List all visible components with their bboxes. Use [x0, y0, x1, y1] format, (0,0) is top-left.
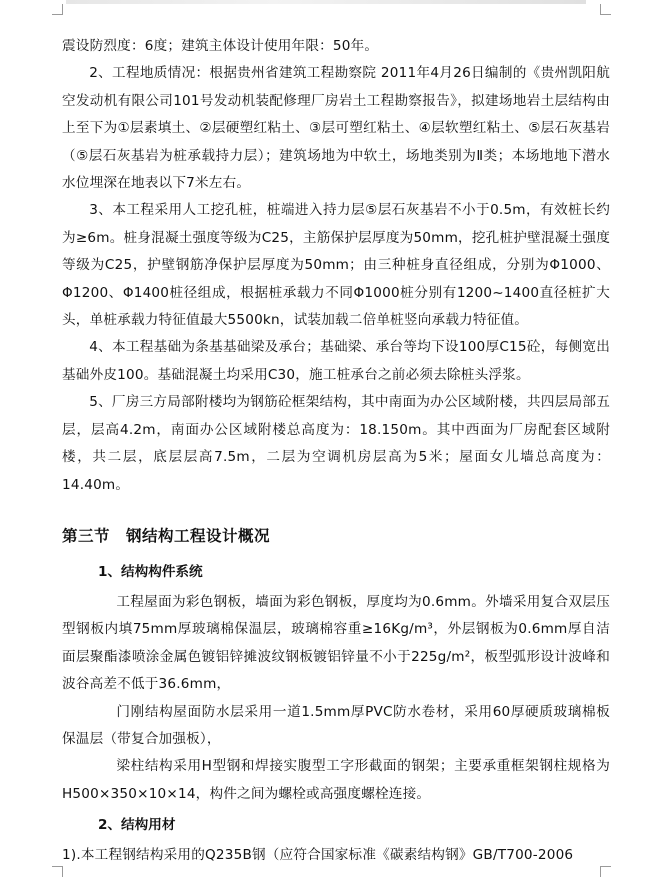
paragraph-waterproof: 门刚结构屋面防水层采用一道1.5mm厚PVC防水卷材，采用60厚硬质玻璃棉板保温层（带复合加强板）， [62, 703, 610, 747]
paragraph-roof-wall: 工程屋面为彩色钢板，墙面为彩色钢板，厚度均为0.6mm。外墙采用复合双层压型钢板内填75mm厚玻璃棉保温层，玻璃棉容重≥16Kg/m³，外层钢板为0.6mm厚自洁面层聚酯漆喷涂金属色镀铝锌摊波纹钢板镀铝锌量不小于225g/m²，板型弧形设计波峰和波谷高差不低于36.6mm， [62, 593, 610, 693]
paragraph-steel-grade: 1).本工程钢结构采用的Q235B钢（应符合国家标准《碳素结构钢》GB/T700-2006 [62, 847, 574, 864]
paragraph-annex-buildings: 5、厂房三方局部附楼均为钢筋砼框架结构，其中南面为办公区域附楼，共四层局部五层，层高4.2m，南面办公区域附楼总高度为：18.150m。其中西面为厂房配套区域附楼，共二层，底层层高7.5m，二层为空调机房层高为5米；屋面女儿墙总高度为：14.40m。 [62, 394, 610, 493]
section-title: 第三节 钢结构工程设计概况 [62, 526, 271, 545]
subsection-title-materials: 2、结构用材 [98, 817, 176, 834]
paragraph-geology: 2、工程地质情况：根据贵州省建筑工程勘察院 2011年4月26日编制的《贵州凯阳航空发动机有限公司101号发动机装配修理厂房岩土工程勘察报告》，拟建场地岩土层结构由上至下为①层素填土、②层硬塑红粘土、③层可塑红粘土、④层软塑红粘土、⑤层石灰基岩（⑤层石灰基岩为桩承载持力层）；建筑场地为中软土，场地类别为Ⅱ类；本场地地下潜水水位埋深在地表以下7米左右。 [62, 65, 610, 192]
paragraph-beams-columns: 梁柱结构采用H型钢和焊接实腹型工字形截面的钢架；主要承重框架钢柱规格为H500×350×10×14，构件之间为螺栓或高强度螺栓连接。 [62, 758, 610, 802]
crop-mark-top-right [600, 4, 611, 15]
document-body [62, 33, 610, 870]
previous-page-edge [66, 0, 586, 4]
paragraph-seismic: 震设防烈度：6度；建筑主体设计使用年限：50年。 [62, 38, 379, 54]
subsection-title-components: 1、结构构件系统 [98, 563, 203, 580]
paragraph-foundation: 4、本工程基础为条基基础梁及承台；基础梁、承台等均下设100厚C15砼，每侧宽出基础外皮100。基础混凝土均采用C30，施工桩承台之前必须去除桩头浮浆。 [62, 339, 610, 383]
crop-mark-top-left [52, 4, 63, 15]
paragraph-piles: 3、本工程采用人工挖孔桩，桩端进入持力层⑤层石灰基岩不小于0.5m，有效桩长约为≥6m。桩身混凝土强度等级为C25，主筋保护层厚度为50mm，挖孔桩护壁混凝土强度等级为C25，护壁钢筋净保护层厚度为50mm；由三种桩身直径组成，分别为Φ1000、Φ1200、Φ1400桩径组成，根据桩承载力不同Φ1000桩分别有1200~1400直径桩扩大头，单桩承载力特征值最大5500kn，试装加载二倍单桩竖向承载力特征值。 [62, 202, 610, 329]
